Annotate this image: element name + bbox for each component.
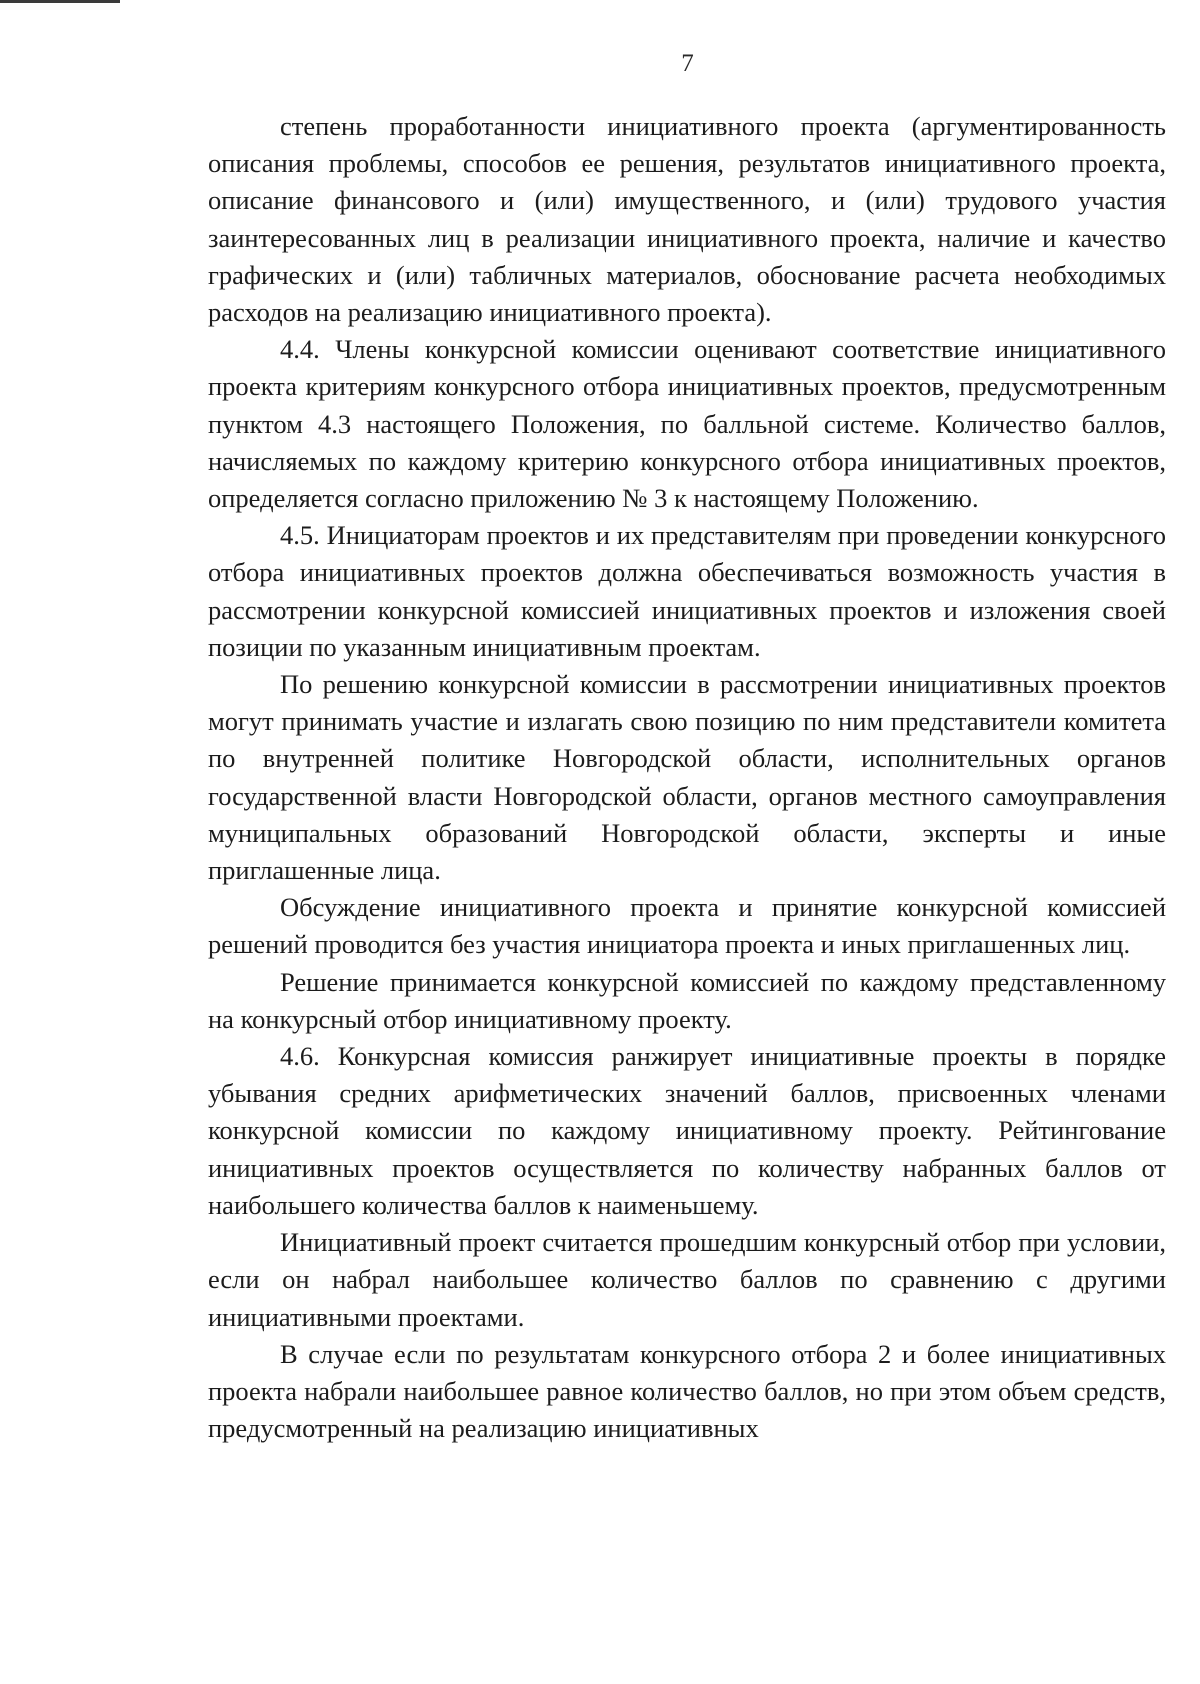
paragraph-winner-condition: Инициативный проект считается прошедшим конкурсный отбор при условии, если он набрал наибольшее количество баллов по сравнению с другими инициативными проектами. — [208, 1227, 1166, 1332]
page-number: 7 — [681, 50, 694, 77]
paragraph-criteria-continuation: степень проработанности инициативного проекта (аргументированность описания проблемы, способов ее решения, результатов инициативного проекта, описание финансового и (или) имущественного, и (или) трудового участия заинтересованных лиц в реализации инициативного проекта, наличие и качество графических и (или) табличных материалов, обоснование расчета необходимых расходов на реализацию инициативного проекта). — [208, 111, 1166, 328]
paragraph-tie-case: В случае если по результатам конкурсного отбора 2 и более инициативных проекта набрали наибольшее равное количество баллов, но при этом объем средств, предусмотренный на реализацию инициативных — [208, 1338, 1166, 1444]
paragraph-4-6: 4.6. Конкурсная комиссия ранжирует инициативные проекты в порядке убывания средних арифметических значений баллов, присвоенных членами конкурсной комиссии по каждому инициативному проекту. Рейтингование инициативных проектов осуществляется по количеству набранных баллов от наибольшего количества баллов к наименьшему. — [208, 1041, 1166, 1220]
paragraph-4-5: 4.5. Инициаторам проектов и их представителям при проведении конкурсного отбора инициативных проектов должна обеспечиваться возможность участия в рассмотрении конкурсной комиссией инициативных проектов и изложения своей позиции по указанным инициативным проектам. — [208, 520, 1166, 662]
paragraph-decision: Решение принимается конкурсной комиссией по каждому представленному на конкурсный отбор инициативному проекту. — [208, 966, 1166, 1034]
document-body — [208, 108, 1166, 1447]
top-edge-rule — [0, 0, 120, 3]
paragraph-participants: По решению конкурсной комиссии в рассмотрении инициативных проектов могут принимать участие и излагать свою позицию по ним представители комитета по внутренней политике Новгородской области, исполнительных органов государственной власти Новгородской области, органов местного самоуправления муниципальных образований Новгородской области, эксперты и иные приглашенные лица. — [208, 669, 1166, 886]
paragraph-4-4: 4.4. Члены конкурсной комиссии оценивают соответствие инициативного проекта критериям конкурсного отбора инициативных проектов, предусмотренным пунктом 4.3 настоящего Положения, по балльной системе. Количество баллов, начисляемых по каждому критерию конкурсного отбора инициативных проектов, определяется согласно приложению № 3 к настоящему Положению. — [208, 334, 1166, 514]
paragraph-discussion: Обсуждение инициативного проекта и принятие конкурсной комиссией решений проводится без участия инициатора проекта и иных приглашенных лиц. — [208, 892, 1166, 960]
